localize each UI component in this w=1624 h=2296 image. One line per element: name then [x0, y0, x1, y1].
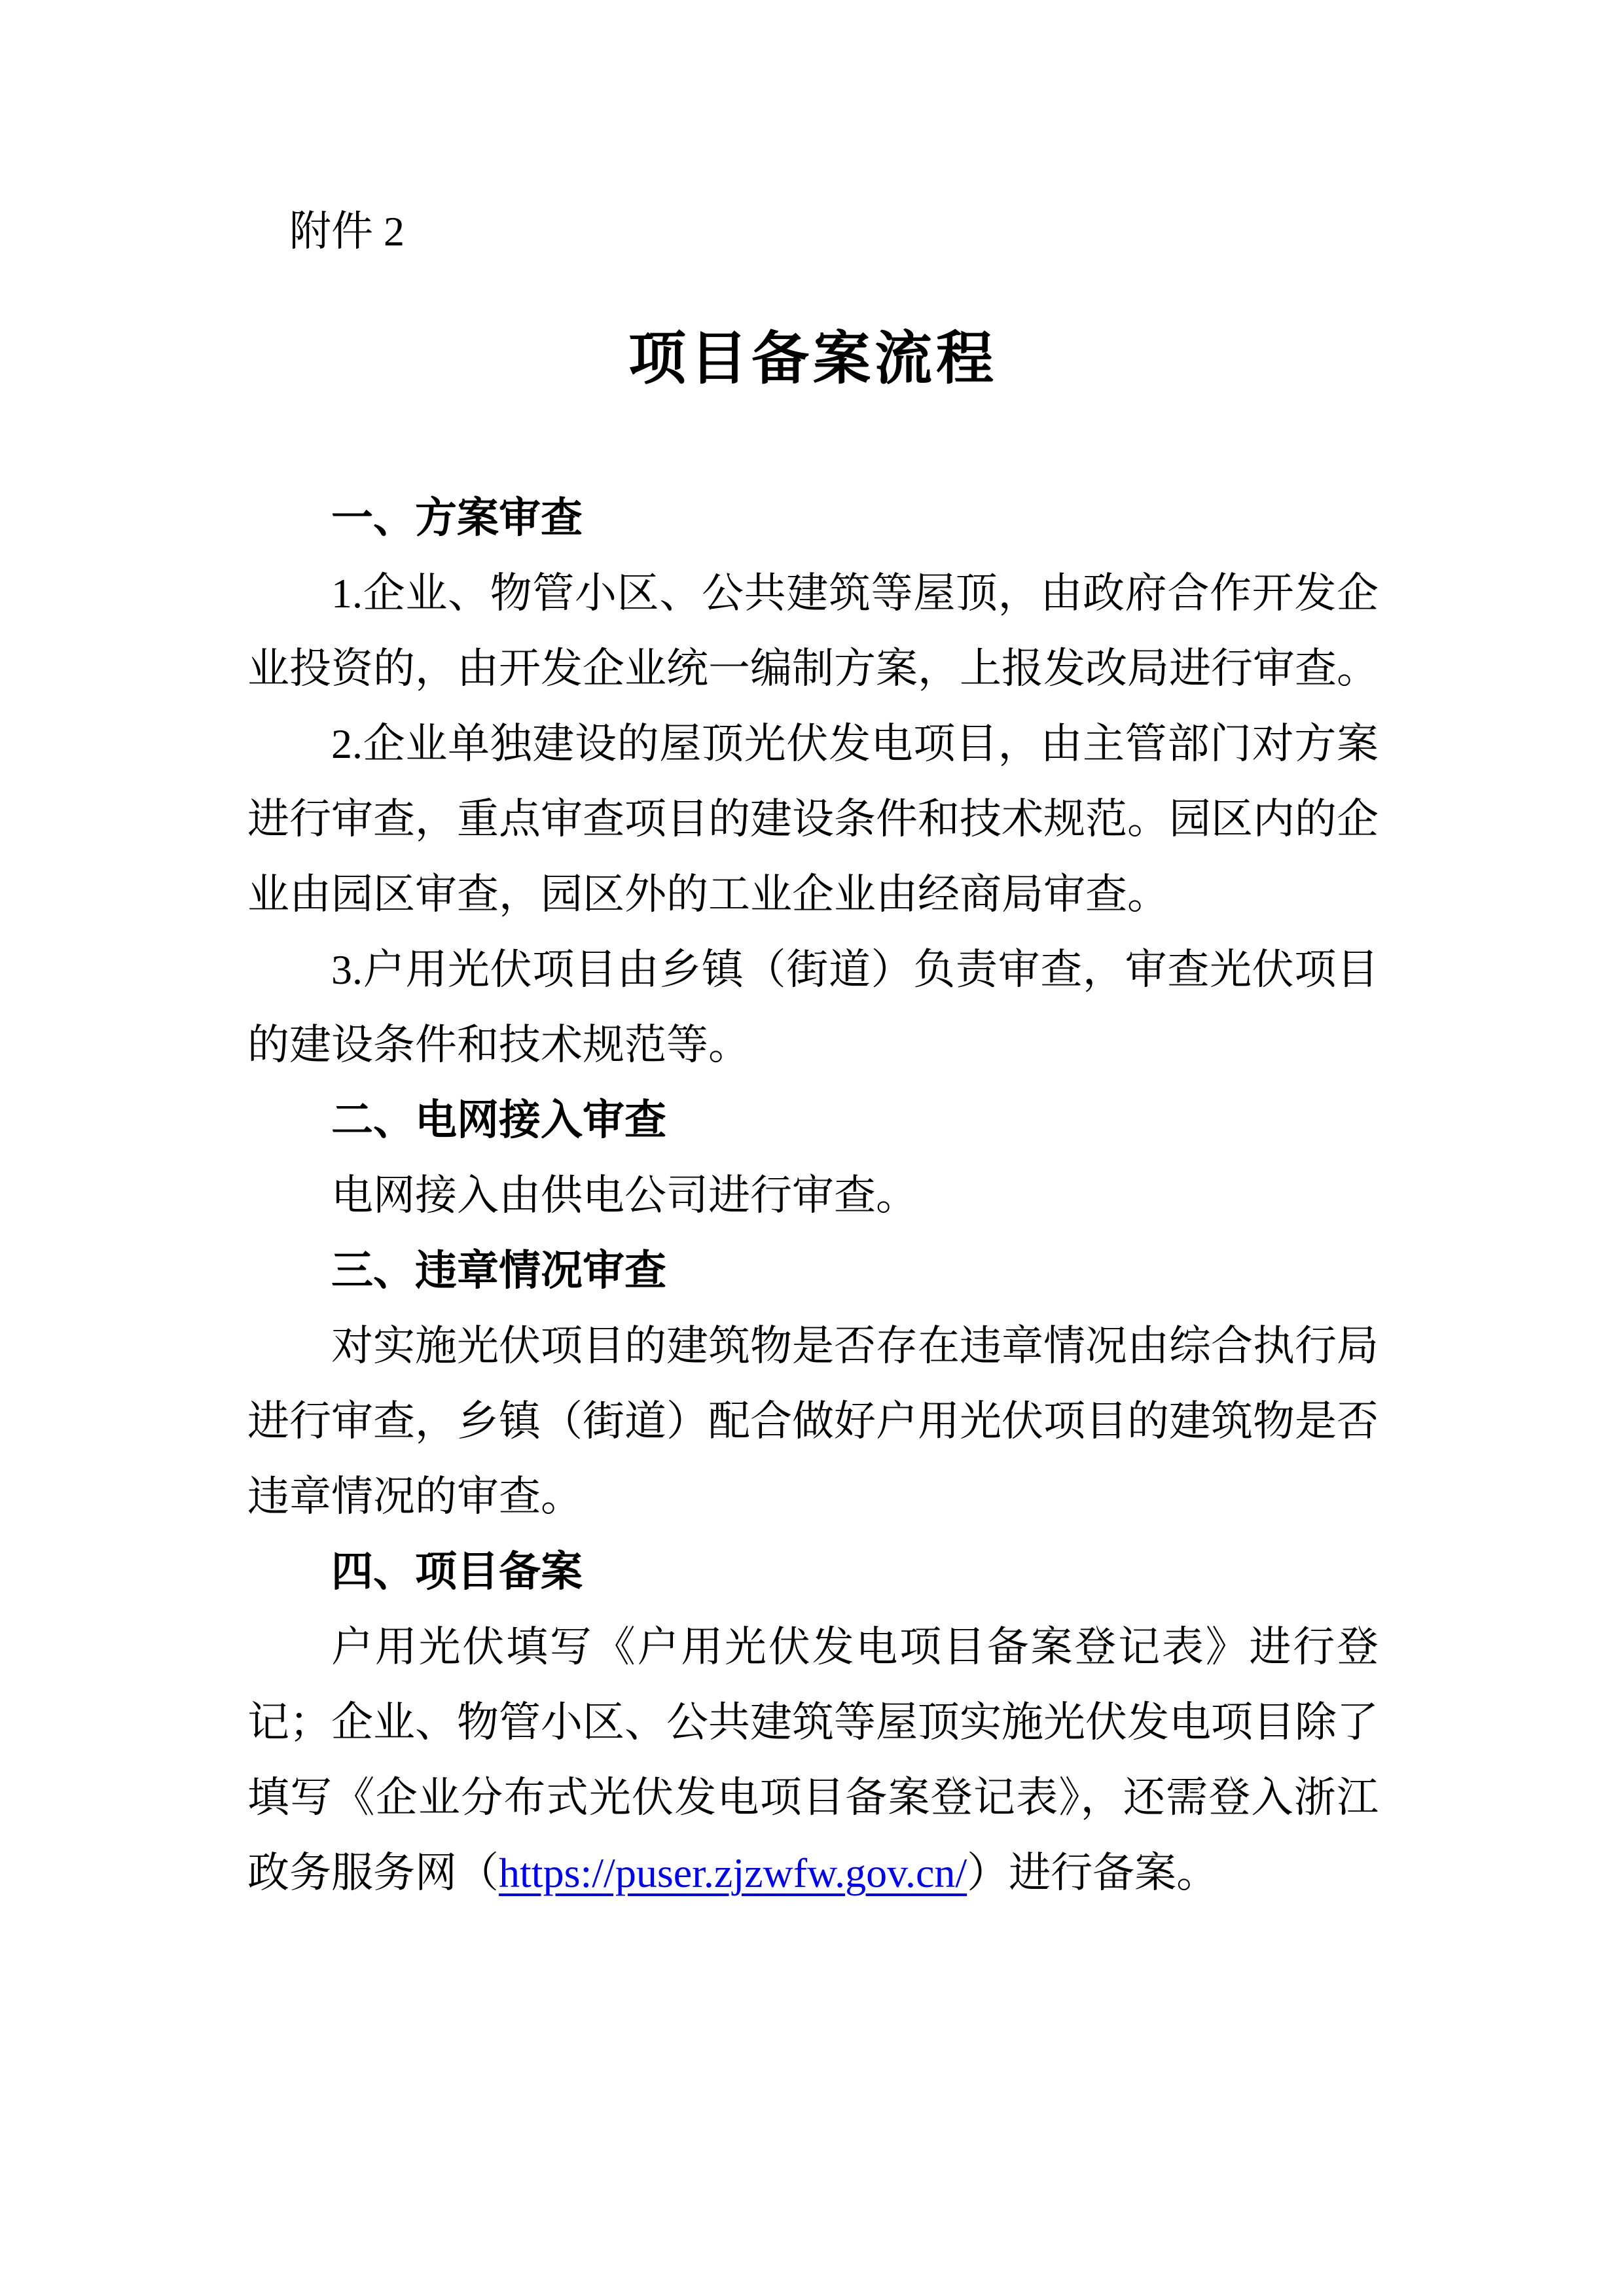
section-grid-access-review — [247, 1083, 1379, 1233]
section-violation-review — [247, 1233, 1379, 1534]
section-plan-review — [247, 480, 1379, 1083]
section-project-filing-heading: 四、项目备案 — [331, 1548, 583, 1595]
document-body — [247, 480, 1379, 1910]
paragraph: 对实施光伏项目的建筑物是否存在违章情况由综合执行局进行审查，乡镇（街道）配合做好户用光伏项目的建筑物是否违章情况的审查。 — [247, 1323, 1379, 1520]
zjzwfw-portal-link[interactable]: https://puser.zjzwfw.gov.cn/ — [499, 1850, 967, 1896]
section-project-filing — [247, 1534, 1379, 1910]
paragraph-text-after-link: ）进行备案。 — [967, 1850, 1219, 1896]
paragraph: 1.企业、物管小区、公共建筑等屋顶，由政府合作开发企业投资的，由开发企业统一编制方案，上报发改局进行审查。 — [247, 570, 1379, 692]
section-violation-review-heading: 三、违章情况审查 — [331, 1247, 666, 1294]
attachment-label: 附件 2 — [289, 208, 405, 255]
section-grid-access-review-heading: 二、电网接入审查 — [331, 1096, 666, 1143]
paragraph — [247, 1609, 1379, 1910]
paragraph-text-before-link: 户用光伏填写《户用光伏发电项目备案登记表》进行登记；企业、物管小区、公共建筑等屋顶实施光伏发电项目除了填写《企业分布式光伏发电项目备案登记表》，还需登入浙江政务服务网（ — [247, 1624, 1379, 1896]
document-content — [247, 0, 1379, 1910]
paragraph: 3.户用光伏项目由乡镇（街道）负责审查，审查光伏项目的建设条件和技术规范等。 — [247, 946, 1379, 1068]
document-title: 项目备案流程 — [628, 326, 998, 391]
paragraph: 电网接入由供电公司进行审查。 — [331, 1172, 918, 1219]
paragraph: 2.企业单独建设的屋顶光伏发电项目，由主管部门对方案进行审查，重点审查项目的建设条件和技术规范。园区内的企业由园区审查，园区外的工业企业由经商局审查。 — [247, 721, 1379, 918]
section-plan-review-heading: 一、方案审查 — [331, 494, 583, 541]
